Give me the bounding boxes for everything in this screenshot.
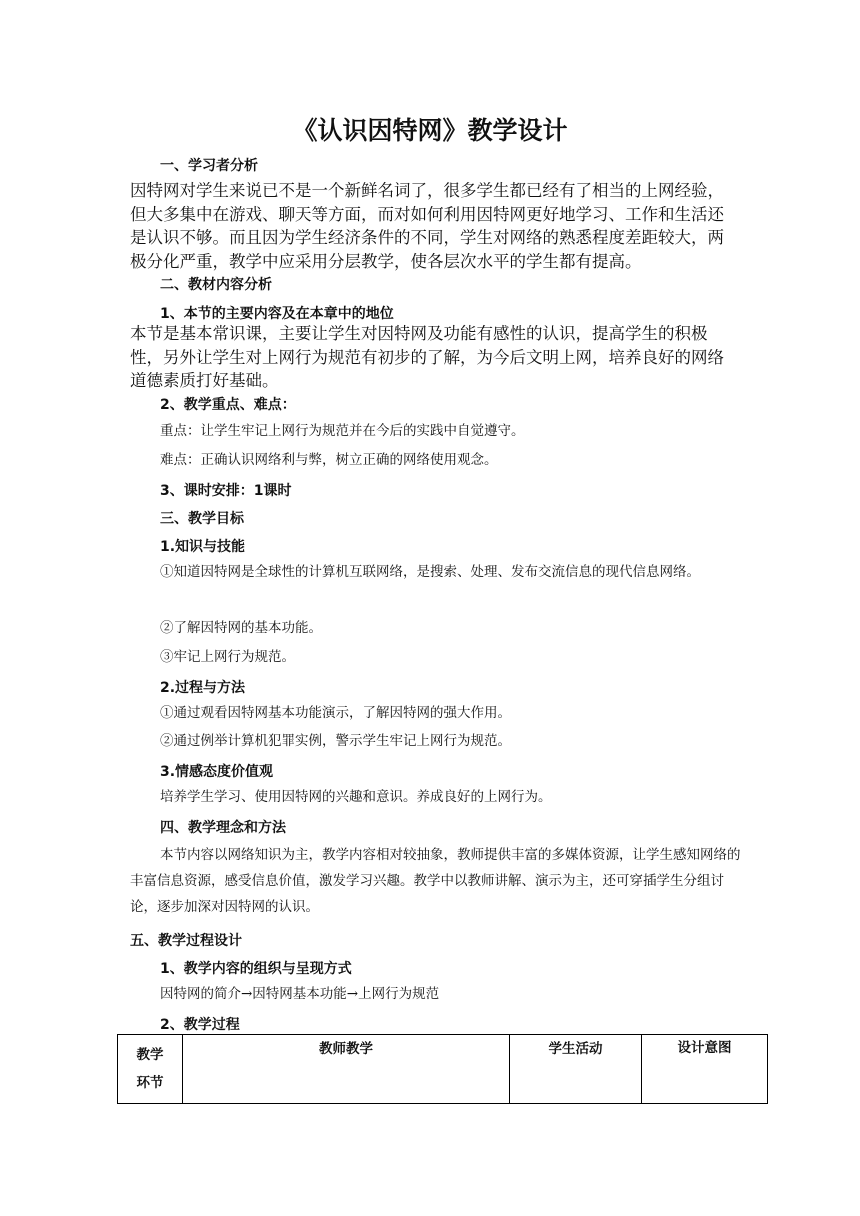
knowledge-item-2: ②了解因特网的基本功能。 — [160, 620, 322, 636]
section-1-heading: 一、学习者分析 — [160, 158, 258, 174]
table-header-stage-text: 教学环节 — [136, 1047, 164, 1091]
table-header-stage — [118, 1035, 183, 1104]
teaching-process-table — [117, 1034, 768, 1104]
learner-analysis-paragraph: 因特网对学生来说已不是一个新鲜名词了，很多学生都已经有了相当的上网经验，但大多集中在游戏、聊天等方面，而对如何利用因特网更好地学习、工作和生活还是认识不够。而且因为学生经济条件的不同，学生对网络的熟悉程度差距较大，两极分化严重，教学中应采用分层教学，使各层次水平的学生都有提高。 — [130, 181, 724, 271]
table-header-row — [118, 1035, 768, 1104]
section-2-heading: 二、教材内容分析 — [160, 277, 272, 293]
section-2-sub1: 1、本节的主要内容及在本章中的地位 — [160, 306, 394, 322]
key-point: 重点：让学生牢记上网行为规范并在今后的实践中自觉遵守。 — [160, 423, 525, 439]
section-2-sub2: 2、教学重点、难点： — [160, 397, 296, 413]
content-flow: 因特网的简介→因特网基本功能→上网行为规范 — [160, 986, 440, 1002]
table-header-teacher: 教师教学 — [183, 1035, 510, 1104]
document-title: 《认识因特网》教学设计 — [292, 116, 568, 145]
attitude-item-1: 培养学生学习、使用因特网的兴趣和意识。养成良好的上网行为。 — [160, 789, 552, 805]
table-header-student: 学生活动 — [510, 1035, 642, 1104]
process-methods-heading: 2.过程与方法 — [160, 680, 246, 696]
process-item-2: ②通过例举计算机犯罪实例，警示学生牢记上网行为规范。 — [160, 733, 511, 749]
section-2-sub3: 3、课时安排：1课时 — [160, 483, 292, 499]
section-5-heading: 五、教学过程设计 — [130, 933, 242, 949]
teaching-philosophy-paragraph: 本节内容以网络知识为主，教学内容相对较抽象，教师提供丰富的多媒体资源，让学生感知网络的丰富信息资源，感受信息价值，激发学习兴趣。教学中以教师讲解、演示为主，还可穿插学生分组讨论，逐步加深对因特网的认识。 — [130, 847, 741, 915]
section-5-sub2: 2、教学过程 — [160, 1017, 240, 1033]
knowledge-skills-heading: 1.知识与技能 — [160, 539, 246, 555]
section-3-heading: 三、教学目标 — [160, 511, 244, 527]
attitude-heading: 3.情感态度价值观 — [160, 764, 274, 780]
section-5-sub1: 1、教学内容的组织与呈现方式 — [160, 961, 352, 977]
section-4-heading: 四、教学理念和方法 — [160, 820, 286, 836]
difficulty-point: 难点：正确认识网络利与弊，树立正确的网络使用观念。 — [160, 452, 498, 468]
knowledge-item-3: ③牢记上网行为规范。 — [160, 649, 295, 665]
table-header-intent: 设计意图 — [642, 1035, 768, 1104]
knowledge-item-1: ①知道因特网是全球性的计算机互联网络，是搜索、处理、发布交流信息的现代信息网络。 — [160, 564, 700, 580]
process-item-1: ①通过观看因特网基本功能演示，了解因特网的强大作用。 — [160, 705, 511, 721]
content-analysis-paragraph: 本节是基本常识课，主要让学生对因特网及功能有感性的认识，提高学生的积极性，另外让学生对上网行为规范有初步的了解，为今后文明上网，培养良好的网络道德素质打好基础。 — [130, 324, 724, 390]
